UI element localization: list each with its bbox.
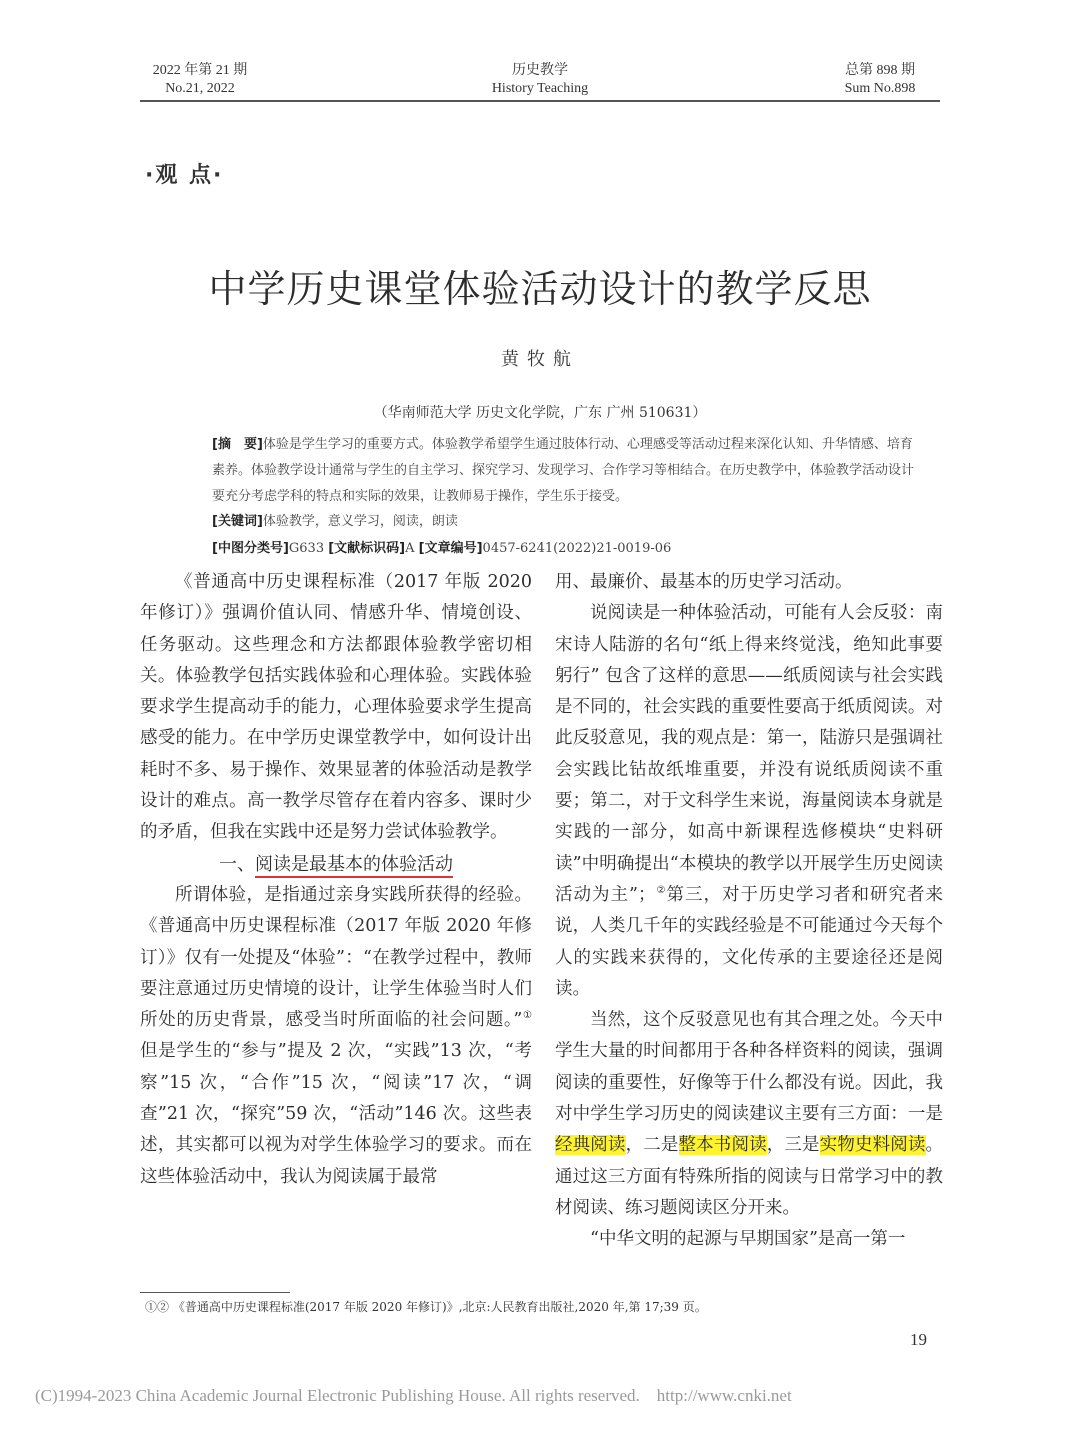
section-heading — [140, 849, 532, 880]
continued-paragraph: 用、最廉价、最基本的历史学习活动。 — [555, 572, 853, 592]
section-heading-prefix: 一、 — [219, 853, 255, 875]
intro-paragraph: 《普通高中历史课程标准（2017 年版 2020 年修订）》强调价值认同、情感升华、情境创设、任务驱动。这些理念和方法都跟体验教学密切相关。体验教学包括实践体验和心理体验。实践体验要求学生提高动手的能力，心理体验要求学生提高感受的能力。在中学历史课堂教学中，如何设计出耗时不多、易于操作、效果显著的体验活动是教学设计的难点。高一教学尽管存在着内容多、课时少的矛盾，但我在实践中还是努力尝试体验教学。 — [140, 572, 532, 843]
paragraph-text: 当然，这个反驳意见也有其合理之处。今天中学生大量的时间都用于各种各样资料的阅读，强调阅读的重要性，好像等于什么都没有说。因此，我对中学生学习历史的阅读建议主要有三方面：一是 — [555, 1010, 943, 1125]
keywords-label: [关键词] — [212, 514, 263, 529]
doc-code-label: [文献标识码] — [328, 541, 406, 556]
clc-value: G633 — [288, 541, 325, 556]
keywords — [212, 510, 458, 529]
highlight-classic-reading: 经典阅读 — [555, 1135, 626, 1156]
journal-name-en: History Teaching — [491, 81, 589, 96]
header-rule — [140, 100, 940, 102]
journal-name — [440, 62, 640, 98]
footnote-ref: ② — [655, 885, 667, 897]
total-issue — [820, 62, 940, 98]
body-paragraph — [555, 1005, 943, 1224]
body-paragraph: “中华文明的起源与早期国家”是高一第一 — [590, 1229, 906, 1250]
paragraph-text: 但是学生的“参与”提及 2 次，“实践”13 次，“考察”15 次，“合作”15 次，“阅读”17 次，“调查”21 次，“探究”59 次，“活动”146 次。这些表述，其实都可以视为对学生体验学习的要求。而在这些体验活动中，我认为阅读属于最常 — [140, 1041, 532, 1187]
doc-code-value: A — [405, 541, 415, 556]
paragraph-text: 所谓体验，是指通过亲身实践所获得的经验。《普通高中历史课程标准（2017 年版 2020 年修订）》仅有一处提及“体验”：“在教学过程中，教师要注意通过历史情境的设计，让学生体验当时人们所处的历史背景，感受当时所面临的社会问题。” — [140, 884, 532, 1031]
total-issue-en: Sum No.898 — [844, 81, 916, 96]
author-affiliation: （华南师范大学 历史文化学院，广东 广州 510631） — [373, 405, 707, 421]
right-column — [555, 567, 943, 1256]
issue-cn: 2022 年第 21 期 — [152, 63, 248, 78]
issue-en: No.21, 2022 — [165, 81, 235, 96]
abstract-text: 体验是学生学习的重要方式。体验教学希望学生通过肢体行动、心理感受等活动过程来深化认知、升华情感、培育素养。体验教学设计通常与学生的自主学习、探究学习、发现学习、合作学习等相结合。在历史教学中，体验教学活动设计要充分考虑学科的特点和实际的效果，让教师易于操作，学生乐于接受。 — [212, 437, 915, 504]
left-column — [140, 567, 532, 1193]
paragraph-text: 第三，对于历史学习者和研究者来说，人类几千年的实践经验是不可能通过今天每个人的实践来获得的，文化传承的主要途径还是阅读。 — [555, 884, 944, 999]
article-title: 中学历史课堂体验活动设计的教学反思 — [208, 267, 872, 311]
paragraph-text: 。通过这三方面有特殊所指的阅读与日常学习中的教材阅读、练习题阅读区分开来。 — [555, 1135, 944, 1218]
author-name: 黄牧航 — [501, 349, 579, 370]
paragraph-text: ，三是 — [766, 1135, 820, 1156]
body-paragraph — [555, 598, 943, 1005]
abstract-label: [摘 要] — [212, 437, 263, 452]
footnote-ref: ① — [522, 1010, 532, 1022]
clc-label: [中图分类号] — [212, 541, 289, 556]
journal-name-cn: 历史教学 — [512, 63, 568, 78]
article-no-label: [文章编号] — [418, 541, 483, 556]
highlight-whole-book-reading: 整本书阅读 — [678, 1135, 767, 1156]
article-no-value: 0457-6241(2022)21-0019-06 — [482, 541, 672, 556]
keywords-text: 体验教学，意义学习，阅读，朗读 — [262, 514, 458, 529]
body-paragraph — [140, 880, 532, 1193]
page-number: 19 — [910, 1330, 927, 1349]
total-issue-cn: 总第 898 期 — [845, 63, 915, 78]
abstract — [212, 432, 922, 510]
paragraph-text: 说阅读是一种体验活动，可能有人会反驳：南宋诗人陆游的名句“纸上得来终觉浅，绝知此事要躬行” 包含了这样的意思——纸质阅读与社会实践是不同的，社会实践的重要性要高于纸质阅读。对此反驳意见，我的观点是：第一，陆游只是强调社会实践比钻故纸堆重要，并没有说纸质阅读不重要；第二，对于文科学生来说，海量阅读本身就是实践的一部分，如高中新课程选修模块“史料研读”中明确提出“本模块的教学以开展学生历史阅读活动为主”； — [555, 603, 943, 905]
footnote-rule — [140, 1292, 290, 1293]
section-heading-text: 阅读是最基本的体验活动 — [255, 854, 453, 878]
copyright-notice: (C)1994-2023 China Academic Journal Electronic Publishing House. All rights reserved. http://www.cnki.net — [35, 1386, 792, 1405]
issue-info — [145, 62, 255, 98]
section-tag: ·观 点· — [145, 163, 224, 188]
paragraph-text: ，二是 — [625, 1135, 679, 1156]
highlight-artifact-reading: 实物史料阅读 — [819, 1135, 926, 1156]
footnote: ①② 《普通高中历史课程标准(2017 年版 2020 年修订)》,北京:人民教育出版社,2020 年,第 17;39 页。 — [145, 1300, 707, 1314]
classification-line — [212, 537, 671, 556]
